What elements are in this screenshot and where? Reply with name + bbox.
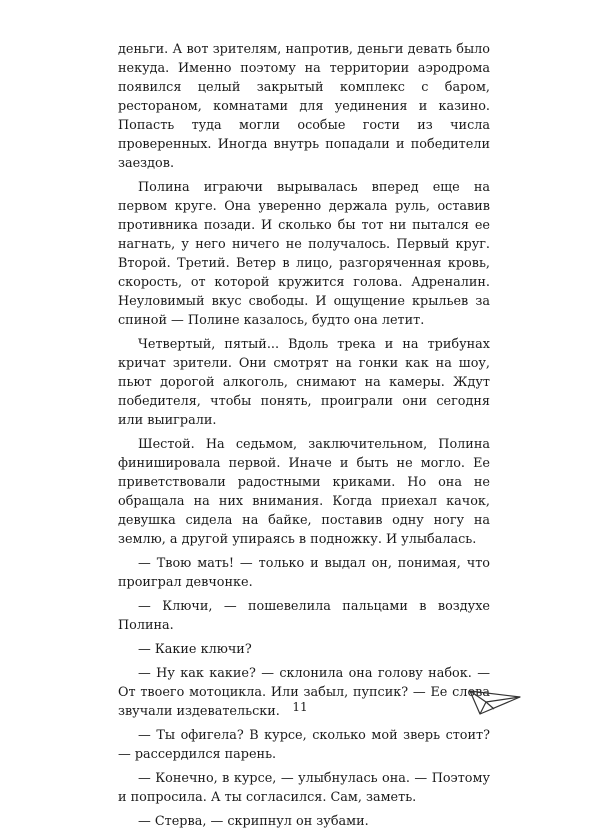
page-number: 11 (292, 700, 308, 714)
dialogue-line: — Стерва, — скрипнул он зубами. (138, 814, 369, 829)
dialogue-line: — Ну как какие? — склонила она голову набок. — От твоего мотоцикла. Или забыл, пупсик? — Ее слова звучали издевательски. (118, 666, 490, 719)
dialogue-line: — Твою мать! — только и выдал он, понимая, что проиграл девчонке. (118, 556, 490, 590)
paragraph: деньги. А вот зрителям, напротив, деньги девать было некуда. Именно поэтому на территории аэродрома появился целый закрытый комплекс с баром, рестораном, комнатами для уединения и казино. Попасть туда могли особые гости из числа проверенных. Иногда внутрь попадали и победители заездов. (118, 42, 490, 171)
paragraph: Полина играючи вырывалась вперед еще на первом круге. Она уверенно держала руль, оставив противника позади. И сколько бы тот ни пытался ее нагнать, у него ничего не получалось. Первый круг. Второй. Третий. Ветер в лицо, разгоряченная кровь, скорость, от которой кружится голова. Адреналин. Неуловимый вкус свободы. И ощущение крыльев за спиной — Полине казалось, будто она летит. (118, 180, 490, 328)
dialogue-line: — Конечно, в курсе, — улыбнулась она. — Поэтому и попросила. А ты согласился. Сам, заметь. (118, 771, 490, 805)
dialogue-line: — Ты офигела? В курсе, сколько мой зверь стоит? — рассердился парень. (118, 728, 490, 762)
dialogue-line: — Ключи, — пошевелила пальцами в воздухе Полина. (118, 599, 490, 633)
paragraph: Четвертый, пятый... Вдоль трека и на трибунах кричат зрители. Они смотрят на гонки как на шоу, пьют дорогой алкоголь, снимают на камеры. Ждут победителя, чтобы понять, проиграли они сегодня или выиграли. (118, 337, 490, 428)
dialogue-line: — Какие ключи? (138, 642, 252, 657)
paper-plane-icon (468, 683, 522, 717)
paragraph: Шестой. На седьмом, заключительном, Полина финишировала первой. Иначе и быть не могло. Ее приветствовали радостными криками. Но она не обращала на них внимания. Когда приехал качок, девушка сидела на байке, поставив одну ногу на землю, а другой упираясь в подножку. И улыбалась. (118, 437, 490, 547)
